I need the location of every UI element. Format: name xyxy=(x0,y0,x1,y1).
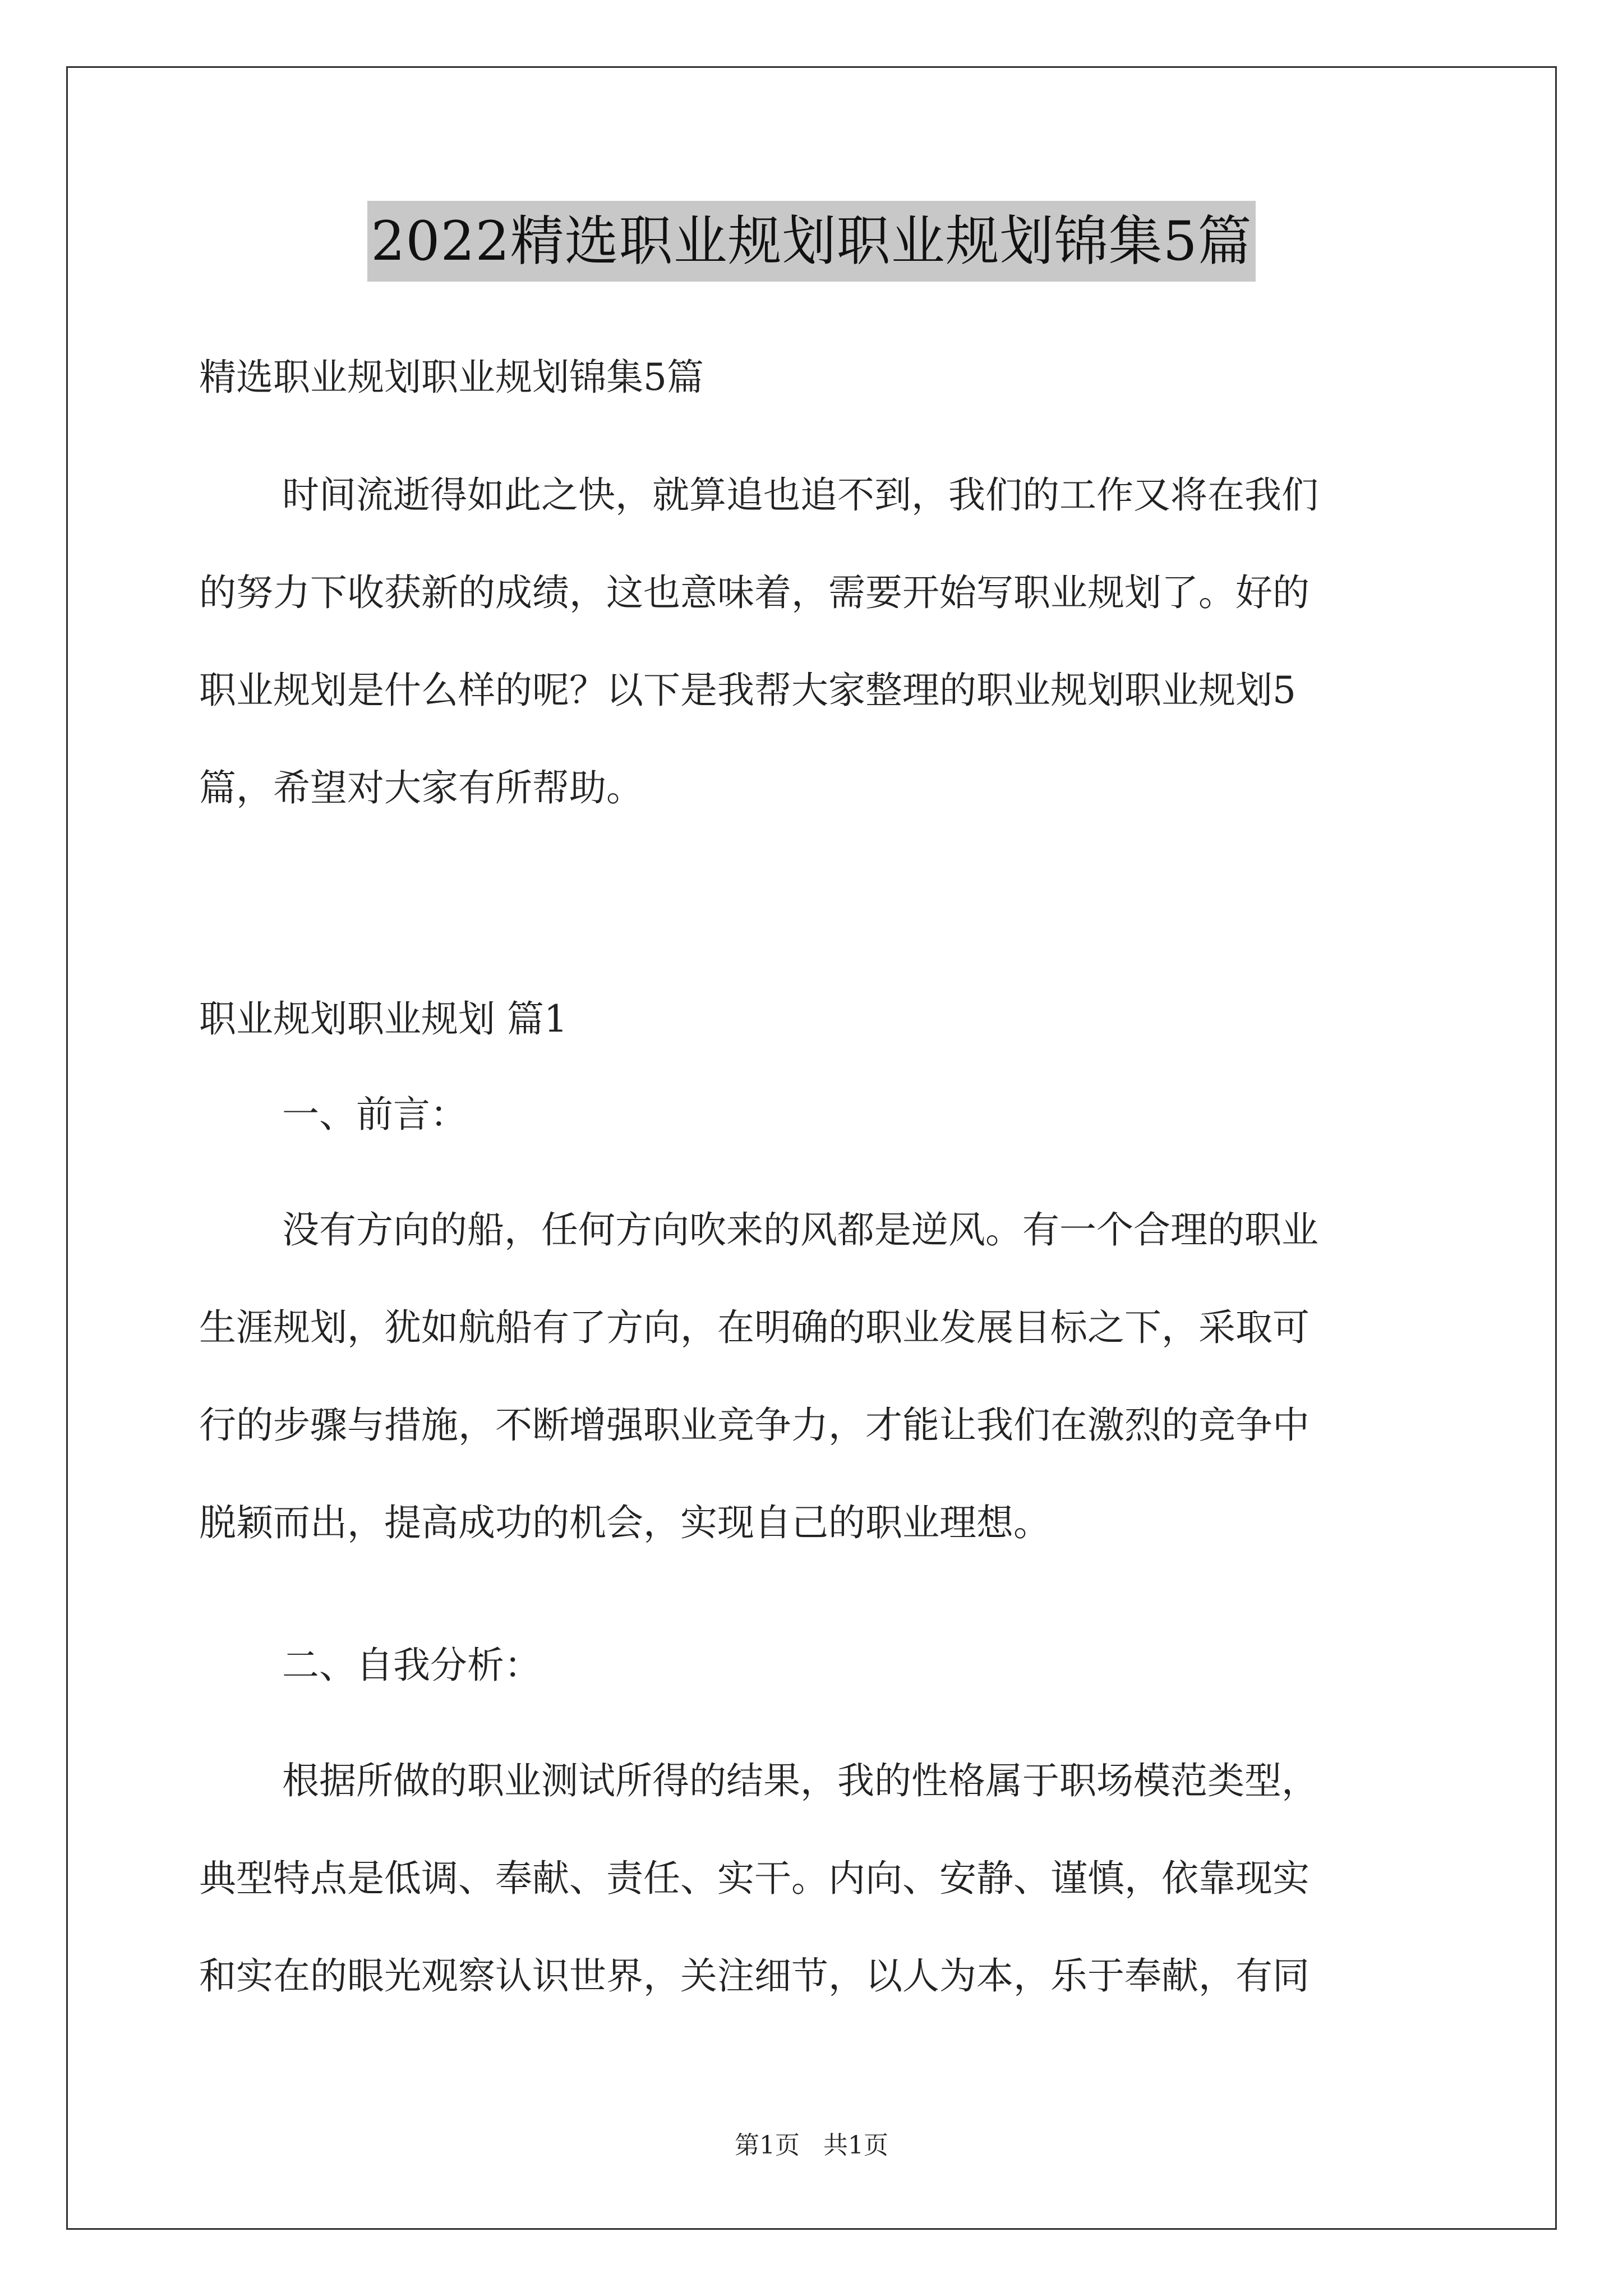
paragraph-line: 行的步骤与措施，不断增强职业竞争力，才能让我们在激烈的竞争中 xyxy=(199,1404,1310,1447)
paragraph-line: 和实在的眼光观察认识世界，关注细节，以人为本，乐于奉献，有同 xyxy=(199,1954,1310,1998)
page-number: 第1页 共1页 xyxy=(735,2131,888,2160)
paragraph-line: 时间流逝得如此之快，就算追也追不到，我们的工作又将在我们 xyxy=(282,473,1318,517)
paragraph-line: 篇，希望对大家有所帮助。 xyxy=(199,766,643,809)
title-container xyxy=(0,201,1623,282)
preface-paragraph xyxy=(199,1181,1433,1572)
paragraph-line: 没有方向的船，任何方向吹来的风都是逆风。有一个合理的职业 xyxy=(282,1208,1318,1251)
document-subtitle: 精选职业规划职业规划锦集5篇 xyxy=(199,356,704,399)
heading-self-analysis: 二、自我分析： xyxy=(282,1644,541,1687)
heading-preface: 一、前言： xyxy=(282,1093,467,1136)
paragraph-line: 典型特点是低调、奉献、责任、实干。内向、安静、谨慎，依靠现实 xyxy=(199,1857,1310,1900)
paragraph-line: 根据所做的职业测试所得的结果，我的性格属于职场模范类型， xyxy=(282,1759,1318,1802)
paragraph-line: 生涯规划，犹如航船有了方向，在明确的职业发展目标之下，采取可 xyxy=(199,1306,1310,1349)
paragraph-line: 的努力下收获新的成绩，这也意味着，需要开始写职业规划了。好的 xyxy=(199,571,1310,614)
section-title: 职业规划职业规划 篇1 xyxy=(199,997,568,1041)
self-analysis-paragraph xyxy=(199,1732,1433,2025)
page-footer xyxy=(0,2125,1623,2161)
document-title: 2022精选职业规划职业规划锦集5篇 xyxy=(367,201,1255,282)
paragraph-line: 职业规划是什么样的呢？以下是我帮大家整理的职业规划职业规划5 xyxy=(199,669,1296,712)
intro-paragraph xyxy=(199,447,1433,837)
paragraph-line: 脱颖而出，提高成功的机会，实现自己的职业理想。 xyxy=(199,1501,1050,1544)
